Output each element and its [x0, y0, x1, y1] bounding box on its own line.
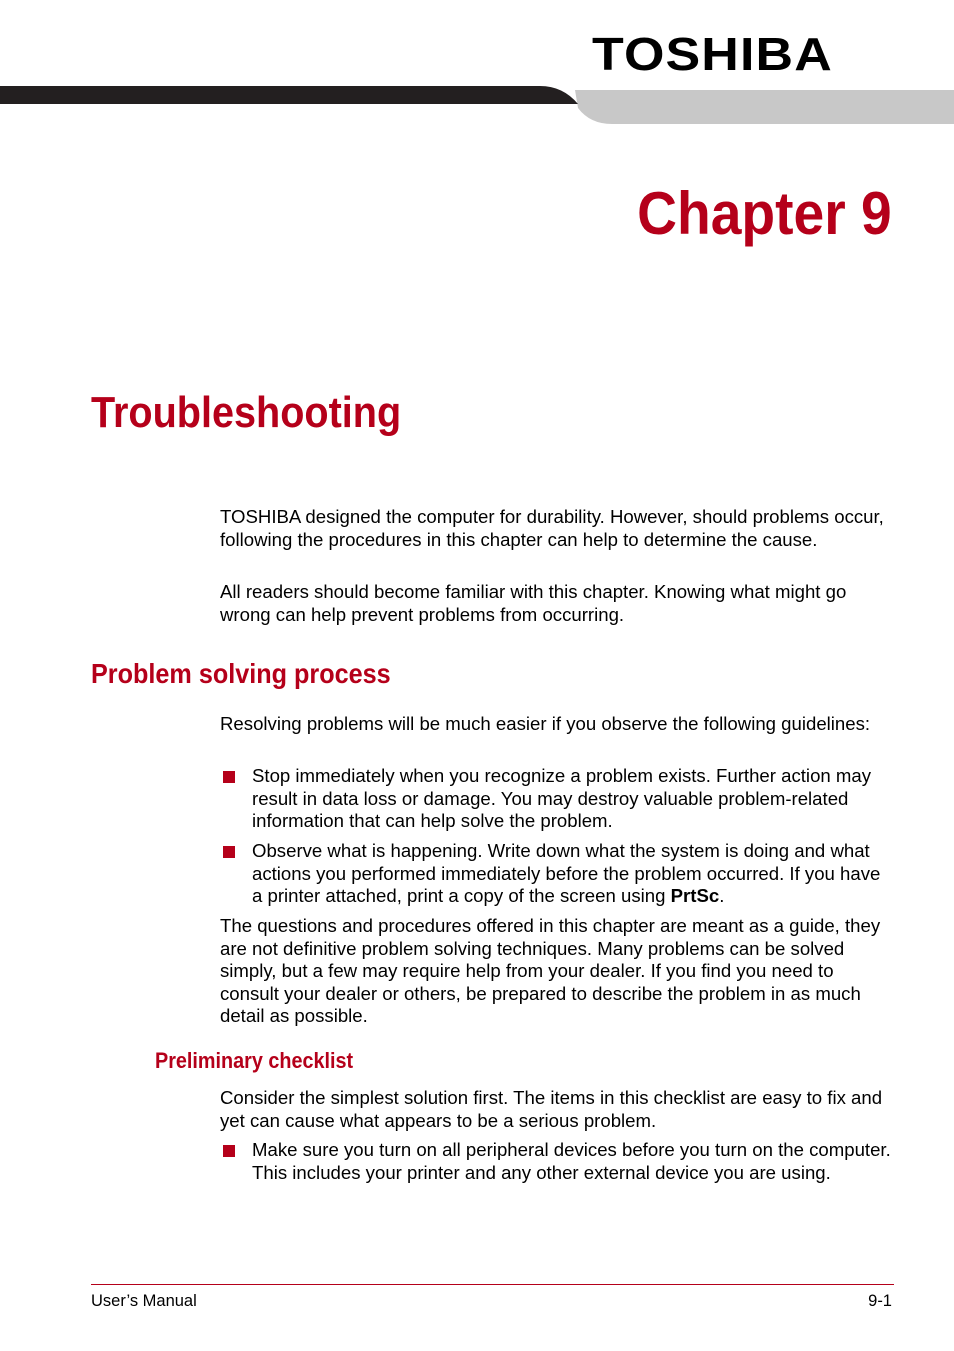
bullet-square-icon: [223, 1145, 235, 1157]
key-name: PrtSc: [670, 885, 720, 907]
list-item: [220, 765, 894, 833]
list-item-text: Make sure you turn on all peripheral devices before you turn on the computer. This includes your printer and any other external device you are using.: [252, 1139, 891, 1183]
list-item-text-after-key: .: [719, 885, 725, 907]
bullet-square-icon: [223, 771, 235, 783]
subsection-heading-preliminary-checklist: Preliminary checklist: [155, 1048, 354, 1073]
footer-manual-title: User’s Manual: [91, 1292, 197, 1310]
problem-solving-lead: Resolving problems will be much easier if you observe the following guidelines:: [220, 713, 871, 734]
chapter-number-heading: Chapter 9: [637, 180, 892, 247]
header-decoration-bars: [0, 84, 954, 126]
list-item: [220, 840, 894, 908]
header-dark-bar: [0, 86, 578, 104]
bullet-square-icon: [223, 846, 235, 858]
footer-page-number: 9-1: [868, 1292, 892, 1310]
list-item-text-before-key: Observe what is happening. Write down what the system is doing and what actions you performed immediately before the problem occurred. If you have a printer attached, print a copy of the screen using: [252, 840, 881, 907]
list-item-text: [252, 840, 894, 908]
brand-logo: TOSHIBA: [592, 28, 833, 80]
intro-paragraph-1: TOSHIBA designed the computer for durability. However, should problems occur, following the procedures in this chapter can help to determine the cause.: [220, 506, 884, 550]
footer-divider: [91, 1284, 894, 1285]
list-item-text: Stop immediately when you recognize a problem exists. Further action may result in data loss or damage. You may destroy valuable problem-related information that can help solve the problem.: [252, 765, 872, 832]
section-heading-problem-solving: Problem solving process: [91, 658, 391, 689]
list-item: [220, 1139, 894, 1184]
intro-paragraph-2: All readers should become familiar with this chapter. Knowing what might go wrong can help prevent problems from occurring.: [220, 581, 847, 625]
chapter-title: Troubleshooting: [91, 388, 402, 437]
checklist-lead: Consider the simplest solution first. The items in this checklist are easy to fix and yet can cause what appears to be a serious problem.: [220, 1087, 883, 1131]
problem-solving-closing: The questions and procedures offered in this chapter are meant as a guide, they are not definitive problem solving techniques. Many problems can be solved simply, but a few may require help from your dealer. If you find you need to consult your dealer or others, be prepared to describe the problem in as much detail as possible.: [220, 915, 881, 1027]
header-light-bar: [575, 90, 954, 124]
